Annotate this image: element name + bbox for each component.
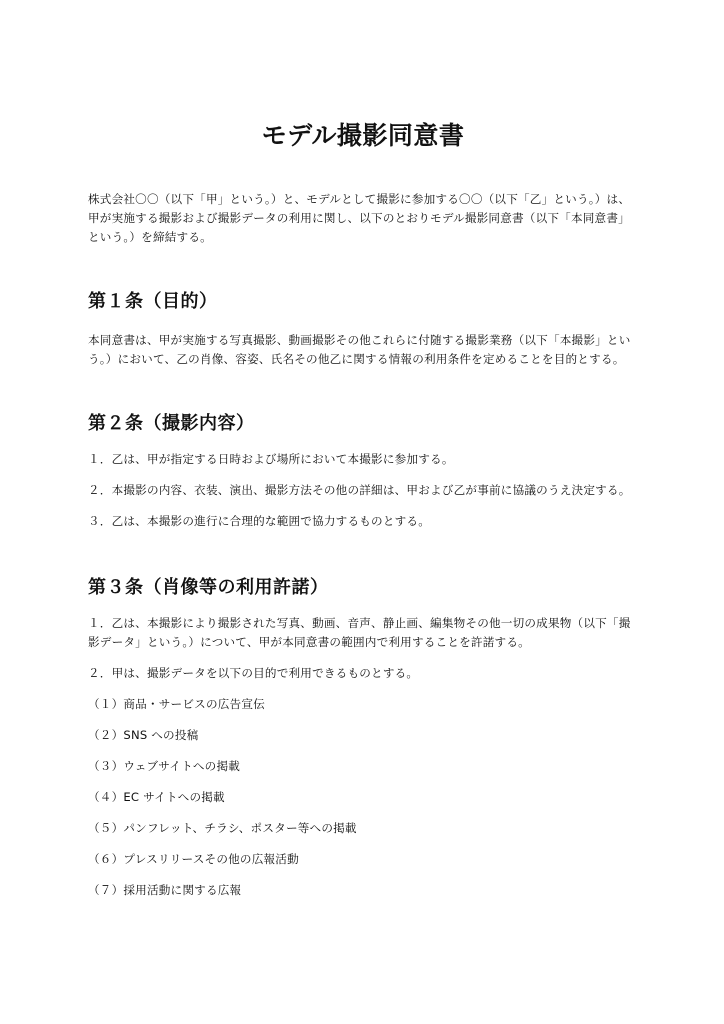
- purpose-list-item: （１）商品・サービスの広告宣伝: [88, 697, 265, 711]
- article-3-heading: 第３条（肖像等の利用許諾）: [88, 577, 329, 598]
- document-title: モデル撮影同意書: [261, 121, 465, 150]
- purpose-list-item: （４）EC サイトへの掲載: [88, 790, 225, 804]
- article-2-item: ３．乙は、本撮影の進行に合理的な範囲で協力するものとする。: [88, 514, 431, 528]
- article-2-heading: 第２条（撮影内容）: [88, 413, 255, 434]
- purpose-list-item: （３）ウェブサイトへの掲載: [88, 759, 241, 773]
- article-3-item: １．乙は、本撮影により撮影された写真、動画、音声、静止画、編集物その他一切の成果物（以下「撮影データ」という。）について、甲が本同意書の範囲内で利用することを許諾する。: [88, 616, 631, 649]
- purpose-list-item: （６）プレスリリースその他の広報活動: [88, 852, 299, 866]
- article-1-heading: 第１条（目的）: [88, 291, 218, 312]
- article-1-body: 本同意書は、甲が実施する写真撮影、動画撮影その他これらに付随する撮影業務（以下「本撮影」という。）において、乙の肖像、容姿、氏名その他乙に関する情報の利用条件を定めることを目的とする。: [88, 333, 631, 366]
- purpose-list-item: （２）SNS への投稿: [88, 728, 199, 742]
- purpose-list-item: （５）パンフレット、チラシ、ポスター等への掲載: [88, 821, 357, 835]
- article-2-item: ２．本撮影の内容、衣装、演出、撮影方法その他の詳細は、甲および乙が事前に協議のうえ決定する。: [88, 483, 631, 497]
- purpose-list-item: （７）採用活動に関する広報: [88, 883, 242, 897]
- article-2: [88, 411, 638, 531]
- intro-paragraph: 株式会社〇〇（以下「甲」という。）と、モデルとして撮影に参加する〇〇（以下「乙」という。）は、甲が実施する撮影および撮影データの利用に関し、以下のとおりモデル撮影同意書（以下「本同意書」という。）を締結する。: [88, 192, 631, 244]
- article-3: [88, 575, 638, 900]
- article-1: [88, 289, 638, 369]
- article-2-item: １．乙は、甲が指定する日時および場所において本撮影に参加する。: [88, 452, 454, 466]
- article-3-item: ２．甲は、撮影データを以下の目的で利用できるものとする。: [88, 666, 419, 680]
